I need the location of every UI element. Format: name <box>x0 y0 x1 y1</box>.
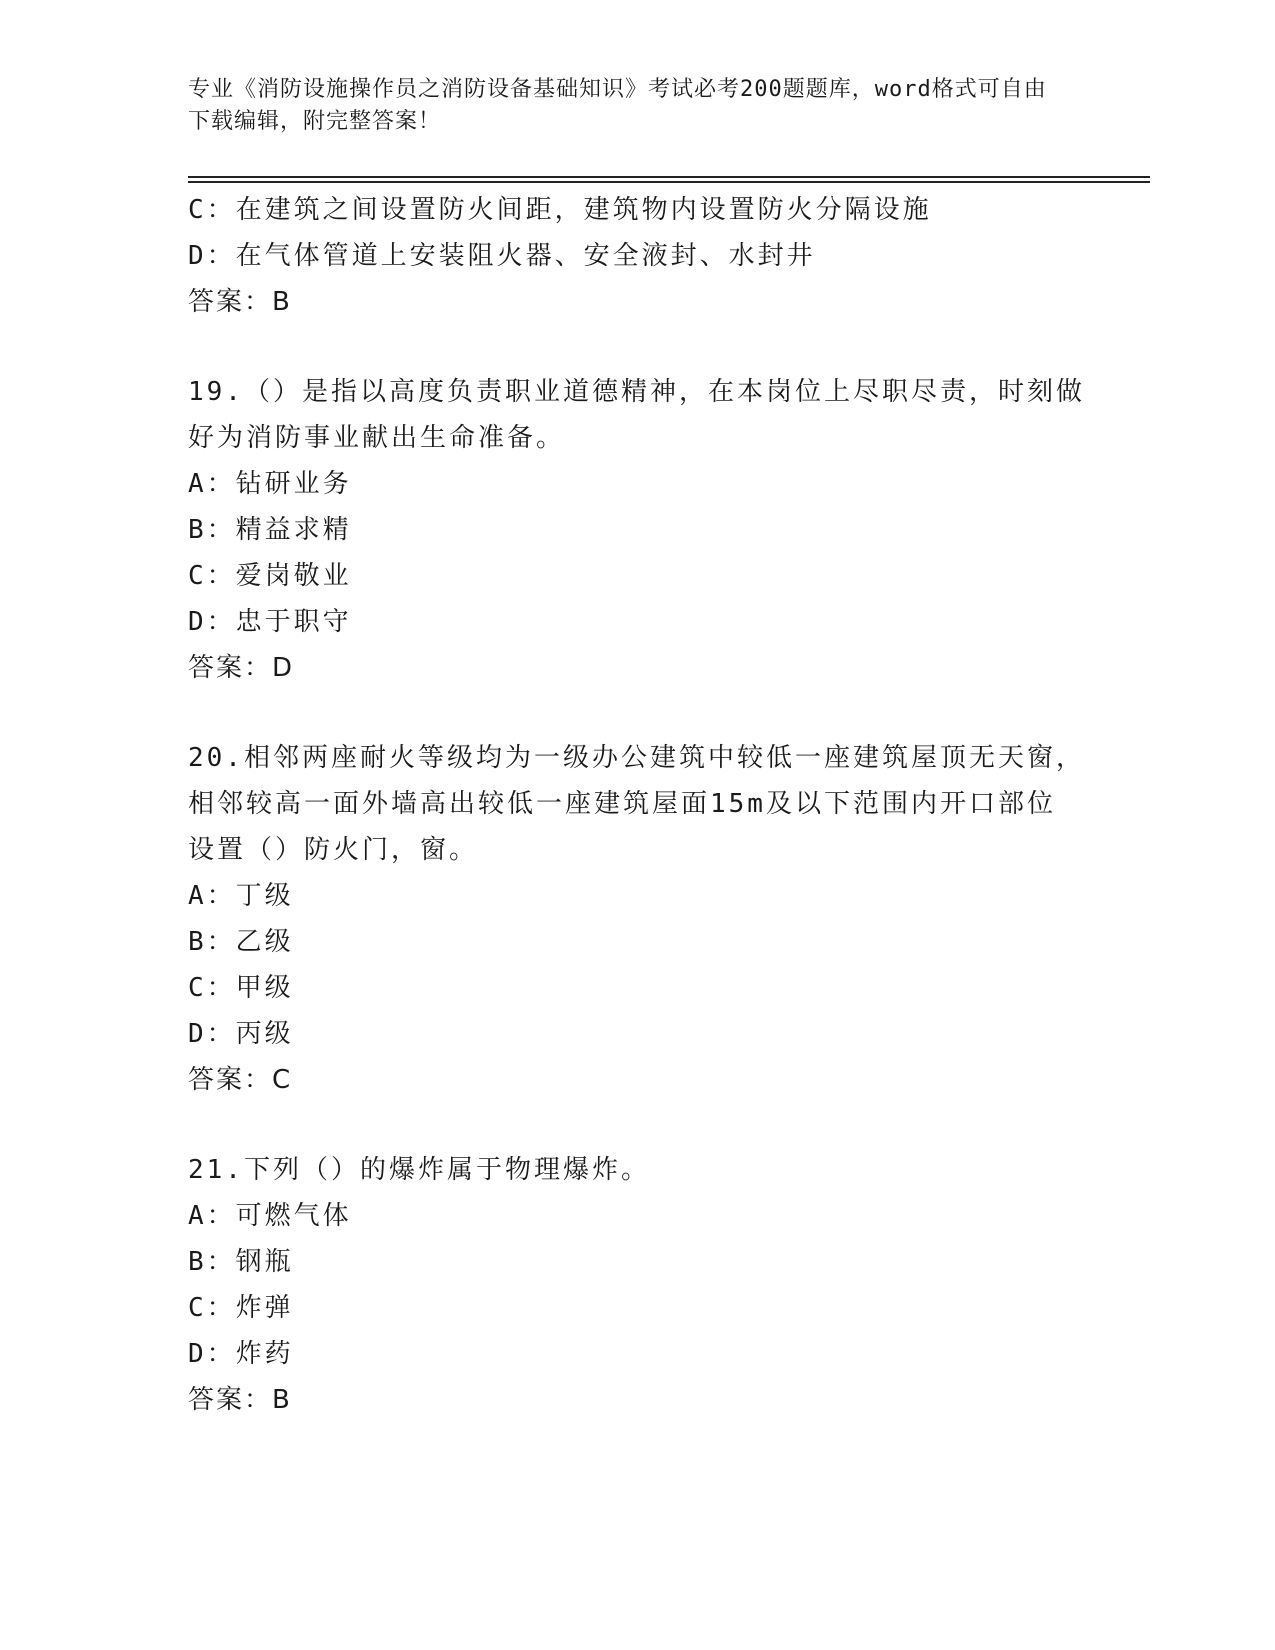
answer-line: 答案：C <box>188 1065 293 1095</box>
option-b: B：精益求精 <box>188 515 352 545</box>
option-d: D：丙级 <box>188 1019 294 1049</box>
option-c: C：炸弹 <box>188 1293 294 1323</box>
option-a: A：丁级 <box>188 881 294 911</box>
question-stem-line: 20.相邻两座耐火等级均为一级办公建筑中较低一座建筑屋顶无天窗， <box>188 743 1085 773</box>
question-21 <box>188 1147 1088 1423</box>
question-stem-line: 相邻较高一面外墙高出较低一座建筑屋面15m及以下范围内开口部位 <box>188 789 1056 819</box>
header-divider-bottom <box>188 181 1150 183</box>
question-stem-line: 设置（）防火门，窗。 <box>188 835 479 865</box>
option-c: C：甲级 <box>188 973 294 1003</box>
option-d: D：忠于职守 <box>188 607 352 637</box>
question-stem-line: 19.（）是指以高度负责职业道德精神，在本岗位上尽职尽责，时刻做 <box>188 377 1085 407</box>
question-18-continued <box>188 187 1088 325</box>
document-header: 专业《消防设施操作员之消防设备基础知识》考试必考200题题库，word格式可自由下载编辑，附完整答案！ <box>188 77 1047 134</box>
question-20 <box>188 735 1088 1103</box>
option-b: B：钢瓶 <box>188 1247 294 1277</box>
option-c: C：在建筑之间设置防火间距，建筑物内设置防火分隔设施 <box>188 195 932 225</box>
question-list <box>188 187 1088 1423</box>
answer-line: 答案：B <box>188 1385 292 1415</box>
option-a: A：可燃气体 <box>188 1201 352 1231</box>
question-stem-line: 好为消防事业献出生命准备。 <box>188 423 566 453</box>
option-d: D：在气体管道上安装阻火器、安全液封、水封井 <box>188 241 816 271</box>
question-19 <box>188 369 1088 691</box>
header-divider-top <box>188 176 1150 178</box>
question-stem-line: 21.下列（）的爆炸属于物理爆炸。 <box>188 1155 650 1185</box>
answer-line: 答案：B <box>188 287 292 317</box>
option-c: C：爱岗敬业 <box>188 561 352 591</box>
option-d: D：炸药 <box>188 1339 294 1369</box>
answer-line: 答案：D <box>188 653 295 683</box>
option-a: A：钻研业务 <box>188 469 352 499</box>
option-b: B：乙级 <box>188 927 294 957</box>
